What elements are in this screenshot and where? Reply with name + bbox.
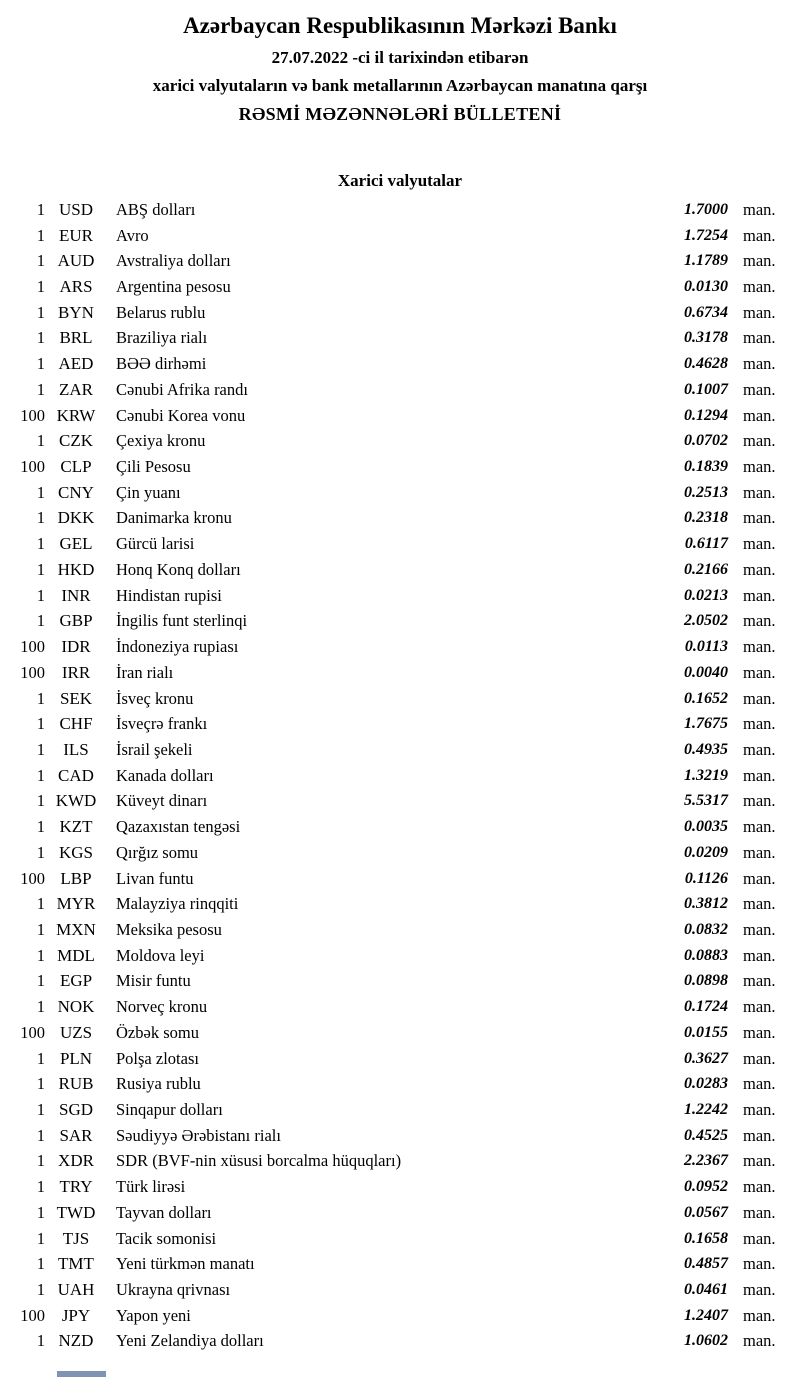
bank-name: Azərbaycan Respublikasının Mərkəzi Bankı	[183, 13, 617, 38]
currency-code: SEK	[59, 688, 93, 708]
rate-value: 0.1652	[684, 689, 728, 707]
unit-label: man.	[743, 1074, 776, 1094]
currency-name: Rusiya rublu	[116, 1074, 201, 1094]
currency-code: KWD	[55, 791, 97, 811]
currency-code: EGP	[59, 971, 93, 991]
currency-name: Braziliya rialı	[116, 328, 208, 348]
unit-label: man.	[743, 1125, 776, 1145]
currency-name: Cənubi Korea vonu	[116, 405, 246, 425]
currency-code: BYN	[58, 302, 94, 322]
nominal-value: 1	[36, 199, 45, 219]
currency-code: GBP	[59, 611, 93, 631]
nominal-value: 1	[36, 842, 45, 862]
unit-label: man.	[743, 1100, 776, 1120]
unit-label: man.	[743, 1331, 776, 1351]
rate-value: 0.0040	[684, 663, 728, 681]
currency-code: HKD	[57, 559, 95, 579]
rate-value: 1.2242	[684, 1101, 728, 1119]
currency-name: Sinqapur dolları	[116, 1100, 223, 1120]
rate-value: 0.1839	[684, 458, 728, 476]
rate-value: 0.0702	[684, 432, 728, 450]
unit-label: man.	[743, 662, 776, 682]
rate-value: 0.2513	[684, 483, 728, 501]
rate-row	[0, 1200, 800, 1226]
currency-code: TJS	[62, 1228, 90, 1248]
rate-row	[0, 840, 800, 866]
rate-value: 0.0113	[684, 638, 728, 656]
rate-row	[0, 943, 800, 969]
subtitle-line: xarici valyutaların və bank metallarının Azərbaycan manatına qarşı	[152, 76, 648, 95]
rate-row	[0, 428, 800, 454]
currency-name: Qırğız somu	[116, 842, 199, 862]
currency-name: Çili Pesosu	[116, 457, 191, 477]
nominal-value: 1	[36, 379, 45, 399]
rate-value: 2.2367	[684, 1152, 728, 1170]
rate-row	[0, 557, 800, 583]
currency-name: Cənubi Afrika randı	[116, 379, 248, 399]
nominal-value: 1	[36, 1254, 45, 1274]
cutoff-element	[57, 1371, 106, 1377]
rate-value: 0.0567	[684, 1203, 728, 1221]
rate-value: 0.1007	[684, 380, 728, 398]
currency-name: Misir funtu	[116, 971, 191, 991]
currency-code: IRR	[61, 662, 91, 682]
unit-label: man.	[743, 482, 776, 502]
currency-name: BƏƏ dirhəmi	[116, 354, 207, 374]
currency-name: İngilis funt sterlinqi	[116, 611, 248, 631]
currency-name: Yapon yeni	[116, 1305, 191, 1325]
rate-value: 1.1789	[684, 252, 728, 270]
rate-value: 0.0832	[684, 920, 728, 938]
rate-value: 0.1126	[684, 869, 728, 887]
currency-code: SGD	[58, 1100, 93, 1120]
currency-code: AUD	[57, 251, 95, 271]
unit-label: man.	[743, 199, 776, 219]
unit-label: man.	[743, 868, 776, 888]
nominal-value: 1	[36, 1177, 45, 1197]
nominal-value: 100	[20, 457, 45, 477]
currency-name: Avro	[116, 225, 149, 245]
nominal-value: 1	[36, 997, 45, 1017]
rate-row	[0, 660, 800, 686]
rate-value: 0.0035	[684, 818, 728, 836]
unit-label: man.	[743, 405, 776, 425]
rate-value: 1.7000	[684, 200, 728, 218]
unit-label: man.	[743, 1177, 776, 1197]
nominal-value: 1	[36, 302, 45, 322]
currency-name: Meksika pesosu	[116, 919, 222, 939]
rate-value: 0.0283	[684, 1075, 728, 1093]
currency-code: BRL	[59, 328, 93, 348]
nominal-value: 1	[36, 688, 45, 708]
unit-label: man.	[743, 842, 776, 862]
nominal-value: 1	[36, 791, 45, 811]
nominal-value: 1	[36, 431, 45, 451]
rates-table	[0, 197, 800, 1354]
rate-value: 0.0898	[684, 972, 728, 990]
nominal-value: 1	[36, 225, 45, 245]
nominal-value: 1	[36, 817, 45, 837]
rate-row	[0, 1226, 800, 1252]
currency-name: Danimarka kronu	[116, 508, 232, 528]
currency-name: Honq Konq dolları	[116, 559, 241, 579]
rate-value: 0.1724	[684, 998, 728, 1016]
nominal-value: 1	[36, 1100, 45, 1120]
rate-row	[0, 711, 800, 737]
rate-row	[0, 248, 800, 274]
rate-value: 0.3627	[684, 1049, 728, 1067]
unit-label: man.	[743, 585, 776, 605]
currency-code: SAR	[59, 1125, 93, 1145]
currency-code: MXN	[56, 919, 96, 939]
rate-row	[0, 1071, 800, 1097]
rate-value: 0.2318	[684, 509, 728, 527]
unit-label: man.	[743, 354, 776, 374]
currency-code: UAH	[57, 1280, 95, 1300]
rate-value: 1.0602	[684, 1332, 728, 1350]
unit-label: man.	[743, 277, 776, 297]
rate-row	[0, 891, 800, 917]
currency-code: CNY	[58, 482, 94, 502]
rate-value: 0.6117	[684, 535, 728, 553]
currency-code: UZS	[59, 1022, 93, 1042]
bulletin-title: RƏSMİ MƏZƏNNƏLƏRİ BÜLLETENİ	[238, 104, 562, 124]
section-title-foreign-currencies: Xarici valyutalar	[337, 171, 463, 190]
rate-value: 0.0155	[684, 1023, 728, 1041]
rate-row	[0, 300, 800, 326]
currency-code: DKK	[57, 508, 95, 528]
unit-label: man.	[743, 225, 776, 245]
rate-row	[0, 506, 800, 532]
nominal-value: 1	[36, 1228, 45, 1248]
currency-code: AED	[58, 354, 94, 374]
currency-code: ZAR	[59, 379, 93, 399]
rate-row	[0, 814, 800, 840]
unit-label: man.	[743, 971, 776, 991]
unit-label: man.	[743, 894, 776, 914]
nominal-value: 1	[36, 739, 45, 759]
currency-name: İran rialı	[116, 662, 174, 682]
nominal-value: 1	[36, 894, 45, 914]
currency-name: İndoneziya rupiası	[116, 637, 239, 657]
currency-code: MDL	[57, 945, 95, 965]
currency-code: TRY	[59, 1177, 93, 1197]
rate-row	[0, 1329, 800, 1355]
currency-code: RUB	[58, 1074, 94, 1094]
rate-row	[0, 789, 800, 815]
unit-label: man.	[743, 688, 776, 708]
currency-code: TMT	[58, 1254, 94, 1274]
rate-row	[0, 634, 800, 660]
rate-row	[0, 1303, 800, 1329]
currency-code: KRW	[56, 405, 96, 425]
currency-name: Yeni türkmən manatı	[116, 1254, 255, 1274]
currency-name: Polşa zlotası	[116, 1048, 199, 1068]
currency-name: Yeni Zelandiya dolları	[116, 1331, 264, 1351]
nominal-value: 100	[20, 1022, 45, 1042]
nominal-value: 1	[36, 559, 45, 579]
rate-value: 1.3219	[684, 766, 728, 784]
currency-code: EUR	[59, 225, 93, 245]
unit-label: man.	[743, 791, 776, 811]
rate-value: 0.0130	[684, 278, 728, 296]
rate-value: 1.7254	[684, 226, 728, 244]
unit-label: man.	[743, 559, 776, 579]
currency-code: ILS	[63, 739, 89, 759]
currency-code: JPY	[61, 1305, 91, 1325]
rate-row	[0, 531, 800, 557]
currency-name: Çin yuanı	[116, 482, 181, 502]
currency-name: İsveçrə frankı	[116, 714, 208, 734]
nominal-value: 1	[36, 919, 45, 939]
rate-row	[0, 1097, 800, 1123]
nominal-value: 1	[36, 714, 45, 734]
nominal-value: 1	[36, 971, 45, 991]
currency-name: Tacik somonisi	[116, 1228, 217, 1248]
currency-name: Küveyt dinarı	[116, 791, 208, 811]
unit-label: man.	[743, 1254, 776, 1274]
rate-value: 2.0502	[684, 612, 728, 630]
currency-name: Qazaxıstan tengəsi	[116, 817, 241, 837]
currency-name: Özbək somu	[116, 1022, 199, 1042]
rate-row	[0, 994, 800, 1020]
unit-label: man.	[743, 997, 776, 1017]
rate-row	[0, 1277, 800, 1303]
currency-code: USD	[58, 199, 93, 219]
unit-label: man.	[743, 611, 776, 631]
rate-row	[0, 326, 800, 352]
rate-row	[0, 686, 800, 712]
unit-label: man.	[743, 328, 776, 348]
unit-label: man.	[743, 1151, 776, 1171]
unit-label: man.	[743, 919, 776, 939]
rate-value: 0.2166	[684, 560, 728, 578]
nominal-value: 100	[20, 662, 45, 682]
nominal-value: 1	[36, 534, 45, 554]
currency-name: Kanada dolları	[116, 765, 214, 785]
currency-name: Livan funtu	[116, 868, 194, 888]
currency-name: ABŞ dolları	[116, 199, 196, 219]
rate-row	[0, 377, 800, 403]
unit-label: man.	[743, 817, 776, 837]
nominal-value: 100	[20, 868, 45, 888]
unit-label: man.	[743, 1022, 776, 1042]
nominal-value: 1	[36, 277, 45, 297]
currency-code: MYR	[56, 894, 96, 914]
currency-code: INR	[61, 585, 91, 605]
currency-name: Moldova leyi	[116, 945, 205, 965]
rate-value: 0.3812	[684, 895, 728, 913]
rate-row	[0, 1123, 800, 1149]
unit-label: man.	[743, 1228, 776, 1248]
currency-name: Tayvan dolları	[116, 1202, 212, 1222]
rate-row	[0, 917, 800, 943]
unit-label: man.	[743, 302, 776, 322]
rate-row	[0, 763, 800, 789]
currency-code: NZD	[58, 1331, 94, 1351]
currency-name: Gürcü larisi	[116, 534, 195, 554]
rate-row	[0, 197, 800, 223]
unit-label: man.	[743, 1280, 776, 1300]
rate-row	[0, 1149, 800, 1175]
currency-name: İsveç kronu	[116, 688, 194, 708]
document-header	[0, 12, 800, 125]
nominal-value: 1	[36, 508, 45, 528]
unit-label: man.	[743, 1202, 776, 1222]
nominal-value: 1	[36, 1331, 45, 1351]
unit-label: man.	[743, 765, 776, 785]
rate-value: 0.0209	[684, 843, 728, 861]
rate-value: 0.4525	[684, 1126, 728, 1144]
currency-code: CHF	[59, 714, 93, 734]
unit-label: man.	[743, 431, 776, 451]
nominal-value: 1	[36, 945, 45, 965]
currency-code: CLP	[60, 457, 92, 477]
unit-label: man.	[743, 714, 776, 734]
rate-value: 0.0213	[684, 586, 728, 604]
currency-name: Malayziya rinqqiti	[116, 894, 239, 914]
unit-label: man.	[743, 251, 776, 271]
currency-code: KZT	[59, 817, 93, 837]
rate-value: 0.1294	[684, 406, 728, 424]
effective-date-line: 27.07.2022 -ci il tarixindən etibarən	[271, 48, 529, 67]
rate-row	[0, 223, 800, 249]
unit-label: man.	[743, 739, 776, 759]
rate-row	[0, 480, 800, 506]
currency-code: XDR	[58, 1151, 94, 1171]
rate-value: 0.4935	[684, 740, 728, 758]
nominal-value: 1	[36, 482, 45, 502]
currency-code: CAD	[58, 765, 94, 785]
unit-label: man.	[743, 637, 776, 657]
unit-label: man.	[743, 1305, 776, 1325]
currency-name: Çexiya kronu	[116, 431, 206, 451]
unit-label: man.	[743, 379, 776, 399]
currency-name: Hindistan rupisi	[116, 585, 222, 605]
currency-name: SDR (BVF-nin xüsusi borcalma hüquqları)	[116, 1151, 402, 1171]
currency-code: TWD	[56, 1202, 96, 1222]
nominal-value: 1	[36, 1074, 45, 1094]
rate-row	[0, 1174, 800, 1200]
currency-code: LBP	[60, 868, 92, 888]
nominal-value: 100	[20, 1305, 45, 1325]
unit-label: man.	[743, 457, 776, 477]
nominal-value: 1	[36, 765, 45, 785]
rate-row	[0, 737, 800, 763]
currency-name: Səudiyyə Ərəbistanı rialı	[116, 1125, 281, 1145]
nominal-value: 1	[36, 354, 45, 374]
rate-value: 5.5317	[684, 792, 728, 810]
rate-row	[0, 1251, 800, 1277]
rate-row	[0, 351, 800, 377]
rate-value: 0.0952	[684, 1178, 728, 1196]
currency-code: ARS	[59, 277, 93, 297]
nominal-value: 1	[36, 251, 45, 271]
nominal-value: 1	[36, 1151, 45, 1171]
rate-value: 0.1658	[684, 1229, 728, 1247]
nominal-value: 1	[36, 1280, 45, 1300]
currency-name: Türk lirəsi	[116, 1177, 186, 1197]
rate-value: 0.4857	[684, 1255, 728, 1273]
rate-value: 1.7675	[684, 715, 728, 733]
rate-row	[0, 583, 800, 609]
rate-row	[0, 1046, 800, 1072]
rate-row	[0, 866, 800, 892]
nominal-value: 100	[20, 637, 45, 657]
currency-name: Norveç kronu	[116, 997, 208, 1017]
rate-row	[0, 274, 800, 300]
rate-value: 0.6734	[684, 303, 728, 321]
currency-code: KGS	[58, 842, 93, 862]
unit-label: man.	[743, 508, 776, 528]
currency-name: Ukrayna qrivnası	[116, 1280, 231, 1300]
unit-label: man.	[743, 1048, 776, 1068]
currency-code: CZK	[59, 431, 93, 451]
rate-row	[0, 403, 800, 429]
nominal-value: 1	[36, 611, 45, 631]
rate-value: 0.3178	[684, 329, 728, 347]
rate-row	[0, 454, 800, 480]
currency-name: Belarus rublu	[116, 302, 206, 322]
currency-code: IDR	[61, 637, 91, 657]
nominal-value: 1	[36, 585, 45, 605]
rate-value: 0.0883	[684, 946, 728, 964]
currency-code: NOK	[57, 997, 95, 1017]
nominal-value: 100	[20, 405, 45, 425]
rate-value: 0.4628	[684, 355, 728, 373]
rate-row	[0, 969, 800, 995]
currency-name: Argentina pesosu	[116, 277, 231, 297]
nominal-value: 1	[36, 1125, 45, 1145]
currency-code: GEL	[59, 534, 93, 554]
nominal-value: 1	[36, 1048, 45, 1068]
rate-row	[0, 1020, 800, 1046]
currency-code: PLN	[59, 1048, 93, 1068]
currency-name: Avstraliya dolları	[116, 251, 231, 271]
rate-value: 1.2407	[684, 1306, 728, 1324]
unit-label: man.	[743, 945, 776, 965]
nominal-value: 1	[36, 328, 45, 348]
unit-label: man.	[743, 534, 776, 554]
rate-row	[0, 609, 800, 635]
currency-name: İsrail şekeli	[116, 739, 193, 759]
rate-value: 0.0461	[684, 1281, 728, 1299]
nominal-value: 1	[36, 1202, 45, 1222]
